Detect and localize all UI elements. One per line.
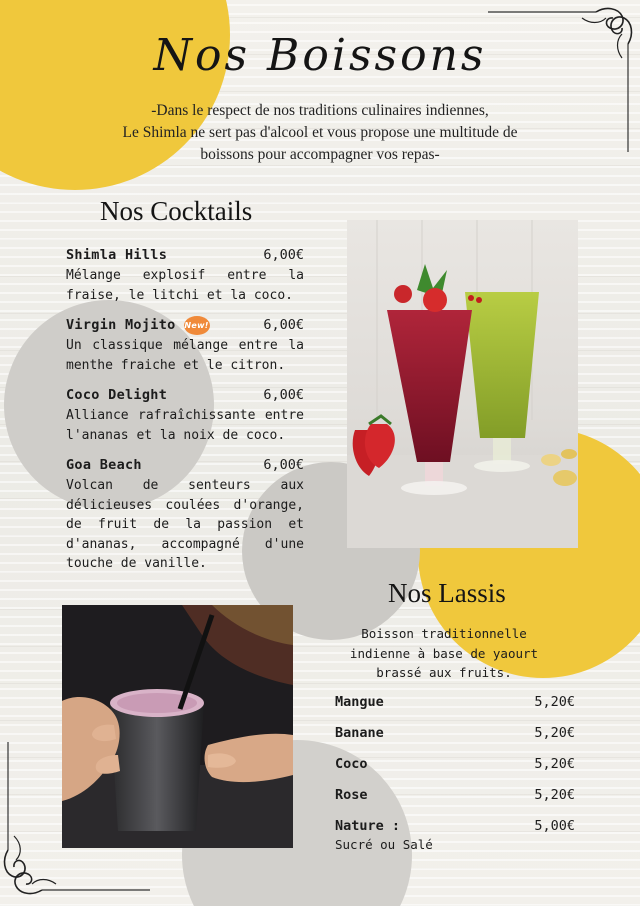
new-badge: New!: [184, 316, 210, 335]
lassi-price: 5,20€: [534, 787, 575, 803]
cocktail-name: Coco Delight: [66, 387, 168, 403]
lassi-item-banane: [335, 725, 575, 741]
cocktail-name: Virgin Mojito: [66, 317, 176, 333]
cocktail-item-shimla-hills: [66, 245, 304, 305]
lassis-intro: [346, 624, 542, 683]
cocktail-name: Shimla Hills: [66, 247, 168, 263]
page-title: Nos Boissons: [153, 30, 487, 81]
lassi-price: 5,20€: [534, 756, 575, 772]
cocktails-photo: [347, 220, 578, 548]
cocktail-item-coco-delight: [66, 385, 304, 445]
cocktail-name: Goa Beach: [66, 457, 142, 473]
cocktail-item-goa-beach: [66, 455, 304, 574]
lassi-name: Banane: [335, 725, 384, 741]
cocktail-description: Mélange explosif entre la fraise, le litchi et la coco.: [66, 268, 304, 303]
lassis-intro-line-1: Boisson traditionnelle: [361, 626, 527, 641]
cocktail-price: 6,00€: [263, 247, 304, 263]
cocktail-name-wrap: [66, 316, 210, 335]
lassi-name: Nature :: [335, 818, 401, 834]
lassi-item-rose: [335, 787, 575, 803]
lassi-item-mangue: [335, 694, 575, 710]
lassi-nature-options: Sucré ou Salé: [335, 837, 433, 852]
lassi-price: 5,20€: [534, 725, 575, 741]
lassis-intro-line-2: indienne à base de yaourt: [349, 645, 539, 661]
cocktail-item-virgin-mojito: [66, 315, 304, 375]
intro-line-3: boissons pour accompagner vos repas-: [200, 146, 440, 163]
cocktails-heading: Nos Cocktails: [100, 196, 253, 226]
lassi-name: Rose: [335, 787, 368, 803]
lassi-price: 5,00€: [534, 818, 575, 834]
lassi-name: Mangue: [335, 694, 384, 710]
lassis-intro-line-3: brassé aux fruits.: [376, 665, 512, 680]
lassis-heading: Nos Lassis: [388, 578, 506, 608]
lassi-item-nature: [335, 818, 575, 834]
lassi-price: 5,20€: [534, 694, 575, 710]
cocktail-price: 6,00€: [263, 457, 304, 473]
intro-line-1: -Dans le respect de nos traditions culinaires indiennes,: [151, 102, 489, 119]
cocktail-price: 6,00€: [263, 387, 304, 403]
lassi-item-coco: [335, 756, 575, 772]
cocktail-description: Alliance rafraîchissante entre l'ananas et la noix de coco.: [66, 408, 304, 443]
intro-text: [40, 100, 600, 166]
cocktail-price: 6,00€: [263, 317, 304, 333]
cocktail-description: Volcan de senteurs aux délicieuses coulées d'orange, de fruit de la passion et d'ananas, accompagné d'une touche de vanille.: [66, 478, 304, 571]
intro-line-2: Le Shimla ne sert pas d'alcool et vous propose une multitude de: [122, 124, 518, 141]
lassi-name: Coco: [335, 756, 368, 772]
lassi-photo: [62, 605, 293, 848]
cocktail-description: Un classique mélange entre la menthe fraiche et le citron.: [66, 338, 304, 373]
